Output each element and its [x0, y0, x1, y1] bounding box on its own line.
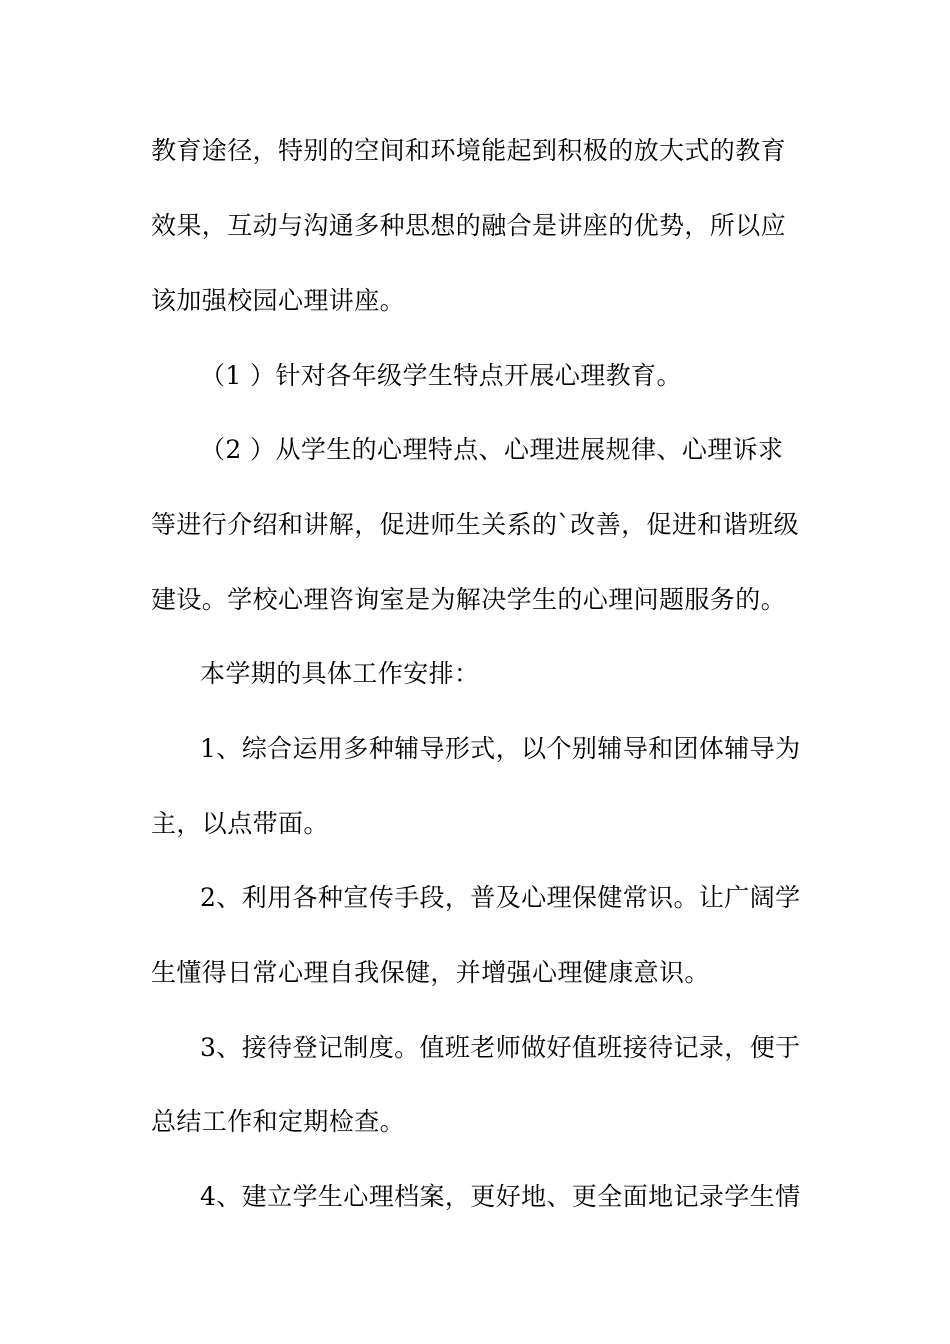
- text-line: （2 ）从学生的心理特点、心理进展规律、心理诉求: [200, 435, 784, 464]
- text-line: 教育途径，特别的空间和环境能起到积极的放大式的教育: [151, 136, 787, 165]
- text-line: 效果，互动与沟通多种思想的融合是讲座的优势，所以应: [151, 211, 787, 240]
- text-line: （1 ）针对各年级学生特点开展心理教育。: [200, 361, 682, 390]
- text-line: 主，以点带面。: [151, 809, 329, 838]
- text-line: 生懂得日常心理自我保健，并增强心理健康意识。: [151, 958, 710, 987]
- text-line: 等进行介绍和讲解，促进师生关系的`改善，促进和谐班级: [151, 510, 799, 539]
- text-line: 4、建立学生心理档案，更好地、更全面地记录学生情: [200, 1182, 801, 1211]
- text-line: 1、综合运用多种辅导形式，以个别辅导和团体辅导为: [200, 734, 801, 763]
- text-line: 该加强校园心理讲座。: [151, 286, 406, 315]
- text-line: 总结工作和定期检查。: [151, 1107, 406, 1136]
- text-line: 3、接待登记制度。值班老师做好值班接待记录，便于: [200, 1033, 801, 1062]
- text-line: 本学期的具体工作安排：: [200, 659, 480, 688]
- text-line: 建设。学校心理咨询室是为解决学生的心理问题服务的。: [151, 585, 787, 614]
- text-line: 2、利用各种宣传手段，普及心理保健常识。让广阔学: [200, 883, 801, 912]
